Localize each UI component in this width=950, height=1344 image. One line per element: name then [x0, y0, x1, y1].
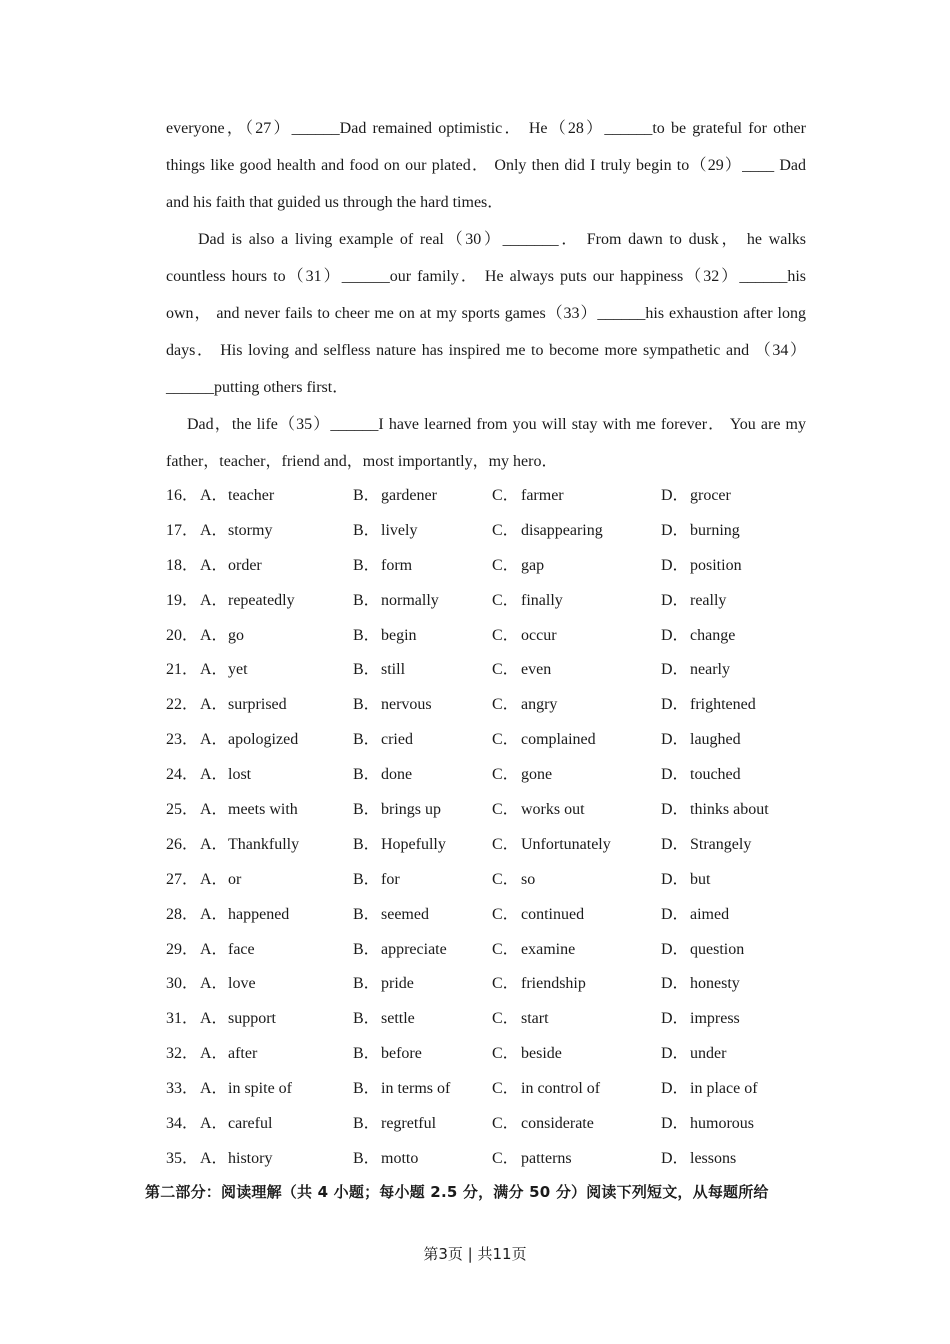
option-d-text: Strangely — [690, 835, 752, 853]
question-row — [166, 687, 806, 722]
option-a-text: or — [228, 870, 242, 888]
passage-paragraph: Dad is also a living example of real（30）_______． From dawn to dusk， he walks countless hours to（31）______our family． He always puts our happiness（32）______his own， and never fails to cheer me on at my sports games（33）______his exhaustion after long days． His loving and selfless nature has inspired me to become more sympathetic and （34）______putting others first． — [166, 231, 807, 396]
option-c-letter: C． — [492, 1115, 519, 1133]
question-row — [166, 1071, 806, 1106]
question-row — [166, 897, 806, 932]
option-b-letter: B． — [353, 1115, 380, 1133]
option-a-letter: A． — [200, 870, 228, 888]
question-number: 34． — [166, 1115, 199, 1133]
option-c-text: finally — [521, 591, 563, 609]
option-a-text: meets with — [228, 801, 298, 819]
question-number: 20． — [166, 626, 199, 644]
option-c-text: even — [521, 661, 552, 679]
option-c-text: patterns — [521, 1149, 572, 1167]
option-c-text: gap — [521, 556, 545, 574]
question-number: 35． — [166, 1149, 199, 1167]
option-d-text: impress — [690, 1010, 740, 1028]
option-b-letter: B． — [353, 1080, 380, 1098]
option-d-letter: D． — [661, 521, 689, 539]
question-row — [166, 757, 806, 792]
question-row — [166, 1036, 806, 1071]
option-c-text: beside — [521, 1045, 562, 1063]
question-number: 26． — [166, 835, 199, 853]
option-c-letter: C． — [492, 1149, 519, 1167]
option-d-letter: D． — [661, 626, 689, 644]
option-a-letter: A． — [200, 521, 228, 539]
option-a-letter: A． — [200, 1045, 228, 1063]
section-title: 第二部分：阅读理解（共 4 小题；每小题 2.5 分，满分 50 分）阅读下列短文，从每题所给 — [145, 1183, 769, 1201]
option-d-text: laughed — [690, 731, 741, 749]
option-d-letter: D． — [661, 1115, 689, 1133]
question-number: 29． — [166, 940, 199, 958]
option-d-text: touched — [690, 766, 741, 784]
option-b-letter: B． — [353, 835, 380, 853]
option-a-text: go — [228, 626, 244, 644]
cloze-passage — [166, 110, 806, 480]
option-b-text: regretful — [381, 1115, 437, 1133]
passage-paragraph: everyone，（27）______Dad remained optimistic． He（28）______to be grateful for other things like good health and food on our plated． Only then did I truly begin to（29）____ Dad and his faith that guided us through the hard times． — [166, 120, 806, 211]
question-row — [166, 827, 806, 862]
option-a-letter: A． — [200, 835, 228, 853]
option-d-letter: D． — [661, 870, 689, 888]
option-c-letter: C． — [492, 835, 519, 853]
option-c-text: so — [521, 870, 536, 888]
option-d-letter: D． — [661, 801, 689, 819]
option-d-text: change — [690, 626, 736, 644]
option-b-text: before — [381, 1045, 422, 1063]
option-a-letter: A． — [200, 766, 228, 784]
option-a-letter: A． — [200, 1080, 228, 1098]
option-c-text: complained — [521, 731, 596, 749]
option-b-letter: B． — [353, 801, 380, 819]
option-c-letter: C． — [492, 940, 519, 958]
option-c-text: disappearing — [521, 521, 603, 539]
question-row — [166, 1001, 806, 1036]
option-a-letter: A． — [200, 661, 228, 679]
option-c-letter: C． — [492, 661, 519, 679]
option-a-letter: A． — [200, 905, 228, 923]
option-d-text: really — [690, 591, 727, 609]
option-d-text: thinks about — [690, 801, 769, 819]
option-a-text: surprised — [228, 696, 287, 714]
option-a-letter: A． — [200, 1149, 228, 1167]
option-a-text: history — [228, 1149, 273, 1167]
option-c-text: in control of — [521, 1080, 601, 1098]
option-d-text: honesty — [690, 975, 740, 993]
option-d-letter: D． — [661, 766, 689, 784]
option-d-letter: D． — [661, 835, 689, 853]
option-a-letter: A． — [200, 626, 228, 644]
option-c-letter: C． — [492, 521, 519, 539]
option-c-letter: C． — [492, 1010, 519, 1028]
option-b-text: nervous — [381, 696, 432, 714]
question-row — [166, 548, 806, 583]
option-d-text: grocer — [690, 487, 731, 504]
page-footer: 第3页 | 共11页 — [423, 1245, 527, 1263]
option-b-letter: B． — [353, 556, 380, 574]
question-number: 23． — [166, 731, 199, 749]
option-c-letter: C． — [492, 1080, 519, 1098]
option-d-letter: D． — [661, 731, 689, 749]
option-b-letter: B． — [353, 1010, 380, 1028]
option-a-letter: A． — [200, 801, 228, 819]
option-c-letter: C． — [492, 626, 519, 644]
option-d-text: nearly — [690, 661, 730, 679]
option-a-text: stormy — [228, 521, 273, 539]
option-c-letter: C． — [492, 556, 519, 574]
option-c-letter: C． — [492, 591, 519, 609]
option-a-text: support — [228, 1010, 276, 1028]
option-c-letter: C． — [492, 487, 519, 504]
option-c-text: start — [521, 1010, 549, 1028]
option-c-text: occur — [521, 626, 557, 644]
option-a-text: face — [228, 940, 255, 958]
option-d-letter: D． — [661, 696, 689, 714]
option-c-letter: C． — [492, 975, 519, 993]
option-a-text: after — [228, 1045, 258, 1063]
option-b-letter: B． — [353, 591, 380, 609]
option-a-text: yet — [228, 661, 248, 679]
option-c-text: examine — [521, 940, 576, 958]
question-number: 24． — [166, 766, 199, 784]
option-b-text: seemed — [381, 905, 429, 923]
option-d-letter: D． — [661, 1149, 689, 1167]
option-c-letter: C． — [492, 766, 519, 784]
option-d-letter: D． — [661, 661, 689, 679]
question-row — [166, 652, 806, 687]
option-b-text: lively — [381, 521, 418, 539]
option-c-text: continued — [521, 905, 585, 923]
option-b-letter: B． — [353, 696, 380, 714]
option-b-text: pride — [381, 975, 414, 993]
question-number: 32． — [166, 1045, 199, 1063]
option-d-letter: D． — [661, 975, 689, 993]
question-number: 30． — [166, 975, 199, 993]
question-row — [166, 1106, 806, 1141]
option-c-letter: C． — [492, 905, 519, 923]
option-b-text: in terms of — [381, 1080, 451, 1098]
option-a-text: teacher — [228, 487, 275, 504]
option-c-letter: C． — [492, 696, 519, 714]
option-d-text: but — [690, 870, 711, 888]
option-d-text: aimed — [690, 905, 730, 923]
option-c-text: friendship — [521, 975, 586, 993]
option-c-text: gone — [521, 766, 553, 784]
option-c-letter: C． — [492, 731, 519, 749]
question-number: 21． — [166, 661, 199, 679]
option-d-letter: D． — [661, 1010, 689, 1028]
option-b-letter: B． — [353, 1045, 380, 1063]
option-d-letter: D． — [661, 940, 689, 958]
question-number: 19． — [166, 591, 199, 609]
question-row — [166, 722, 806, 757]
option-d-letter: D． — [661, 556, 689, 574]
option-a-text: careful — [228, 1115, 273, 1133]
option-a-letter: A． — [200, 591, 228, 609]
option-b-letter: B． — [353, 870, 380, 888]
question-number: 25． — [166, 801, 199, 819]
option-a-letter: A． — [200, 487, 228, 504]
option-b-letter: B． — [353, 766, 380, 784]
question-row — [166, 618, 806, 653]
option-a-letter: A． — [200, 1010, 228, 1028]
option-b-letter: B． — [353, 521, 380, 539]
option-d-text: position — [690, 556, 742, 574]
option-c-text: considerate — [521, 1115, 594, 1133]
passage-paragraph: Dad，the life（35）______I have learned from you will stay with me forever． You are my father，teacher，friend and，most importantly，my hero． — [166, 416, 806, 470]
option-a-letter: A． — [200, 556, 228, 574]
option-b-text: for — [381, 870, 400, 888]
option-d-text: burning — [690, 521, 740, 539]
option-b-text: done — [381, 766, 413, 784]
option-b-letter: B． — [353, 661, 380, 679]
option-c-text: farmer — [521, 487, 564, 504]
option-b-letter: B． — [353, 487, 380, 504]
option-a-letter: A． — [200, 940, 228, 958]
option-b-text: still — [381, 661, 406, 679]
option-c-text: Unfortunately — [521, 835, 611, 853]
option-c-text: angry — [521, 696, 558, 714]
option-a-letter: A． — [200, 975, 228, 993]
option-b-text: motto — [381, 1149, 419, 1167]
option-b-text: begin — [381, 626, 417, 644]
option-a-text: in spite of — [228, 1080, 292, 1098]
option-d-letter: D． — [661, 487, 689, 504]
option-b-text: brings up — [381, 801, 441, 819]
option-a-text: Thankfully — [228, 835, 300, 853]
option-a-text: love — [228, 975, 256, 993]
option-a-text: lost — [228, 766, 252, 784]
option-b-text: form — [381, 556, 413, 574]
option-a-letter: A． — [200, 731, 228, 749]
option-c-letter: C． — [492, 801, 519, 819]
option-b-letter: B． — [353, 905, 380, 923]
option-d-letter: D． — [661, 591, 689, 609]
option-d-letter: D． — [661, 1080, 689, 1098]
question-row — [166, 583, 806, 618]
option-d-letter: D． — [661, 1045, 689, 1063]
option-d-text: in place of — [690, 1080, 758, 1098]
question-row — [166, 792, 806, 827]
option-b-text: settle — [381, 1010, 415, 1028]
question-row — [166, 1141, 806, 1176]
question-number: 22． — [166, 696, 199, 714]
option-d-letter: D． — [661, 905, 689, 923]
option-a-text: order — [228, 556, 262, 574]
question-number: 31． — [166, 1010, 199, 1028]
option-c-letter: C． — [492, 1045, 519, 1063]
option-b-text: normally — [381, 591, 439, 609]
option-a-text: repeatedly — [228, 591, 295, 609]
question-number: 28． — [166, 905, 199, 923]
option-a-letter: A． — [200, 696, 228, 714]
question-row — [166, 932, 806, 967]
option-d-text: humorous — [690, 1115, 754, 1133]
option-d-text: under — [690, 1045, 727, 1063]
option-c-text: works out — [521, 801, 585, 819]
question-number: 33． — [166, 1080, 199, 1098]
option-b-text: Hopefully — [381, 835, 446, 853]
question-row — [166, 478, 806, 513]
question-number: 17． — [166, 521, 199, 539]
question-row — [166, 862, 806, 897]
question-row — [166, 513, 806, 548]
option-b-letter: B． — [353, 975, 380, 993]
option-b-text: gardener — [381, 487, 437, 504]
question-options-list — [166, 478, 806, 1176]
option-b-text: cried — [381, 731, 413, 749]
option-c-letter: C． — [492, 870, 519, 888]
option-a-text: apologized — [228, 731, 299, 749]
question-number: 16． — [166, 487, 199, 504]
option-b-letter: B． — [353, 731, 380, 749]
option-b-letter: B． — [353, 940, 380, 958]
option-b-letter: B． — [353, 1149, 380, 1167]
question-number: 27． — [166, 870, 199, 888]
option-d-text: lessons — [690, 1149, 737, 1167]
option-b-letter: B． — [353, 626, 380, 644]
option-a-letter: A． — [200, 1115, 228, 1133]
question-number: 18． — [166, 556, 199, 574]
question-row — [166, 966, 806, 1001]
option-a-text: happened — [228, 905, 290, 923]
option-d-text: question — [690, 940, 745, 958]
option-d-text: frightened — [690, 696, 756, 714]
option-b-text: appreciate — [381, 940, 447, 958]
